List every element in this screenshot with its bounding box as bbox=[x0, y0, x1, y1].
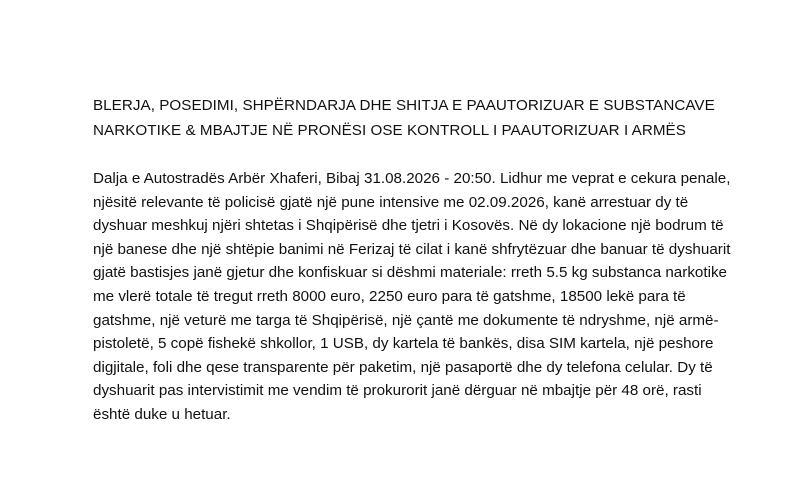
document-body-paragraph: Dalja e Autostradës Arbër Xhaferi, Bibaj 31.08.2026 - 20:50. Lidhur me veprat e cekura penale, njësitë relevante të policisë gjatë një pune intensive me 02.09.2026, kanë arrestuar dy të dyshuar meshkuj njëri shtetas i Shqipërisë dhe tjetri i Kosovës. Në dy lokacione një bodrum të një banese dhe një shtëpie banimi në Ferizaj të cilat i kanë shfrytëzuar dhe banuar të dyshuarit gjatë bastisjes janë gjetur dhe konfiskuar si dëshmi materiale: rreth 5.5 kg substanca narkotike me vlerë totale të tregut rreth 8000 euro, 2250 euro para të gatshme, 18500 lekë para të gatshme, një veturë me targa të Shqipërisë, një çantë me dokumente të ndryshme, një armë-pistoletë, 5 copë fishekë shkollor, 1 USB, dy kartela të bankës, disa SIM kartela, një peshore digjitale, foli dhe qese transparente për paketim, një pasaportë dhe dy telefona celular. Dy të dyshuarit pas intervistimit me vendim të prokurorit janë dërguar në mbajtje për 48 orë, rasti është duke u hetuar. bbox=[93, 170, 731, 423]
document-content bbox=[93, 94, 733, 427]
document-title: BLERJA, POSEDIMI, SHPËRNDARJA DHE SHITJA E PAAUTORIZUAR E SUBSTANCAVE NARKOTIKE & MBAJTJE NË PRONËSI OSE KONTROLL I PAAUTORIZUAR I ARMËS bbox=[93, 97, 715, 139]
